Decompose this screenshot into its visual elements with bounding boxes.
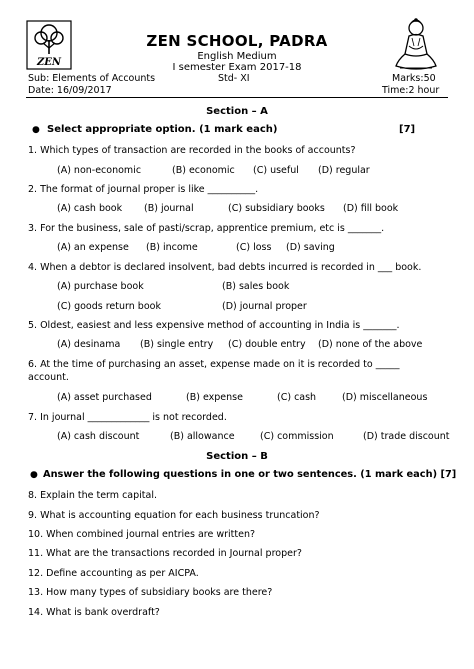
q1-option-c: (C) useful bbox=[253, 165, 299, 176]
q1-option-b: (B) economic bbox=[172, 165, 235, 176]
section-a-marks: [7] bbox=[399, 124, 416, 135]
q4-option-a: (A) purchase book bbox=[57, 281, 144, 292]
question-1: 1. Which types of transaction are recorded in the books of accounts? bbox=[28, 145, 356, 156]
question-6: 6. At the time of purchasing an asset, expense made on it is recorded to _____ bbox=[28, 359, 400, 370]
q5-option-c: (C) double entry bbox=[228, 339, 306, 350]
q2-option-c: (C) subsidiary books bbox=[228, 203, 325, 214]
bullet-icon: ● bbox=[32, 125, 40, 135]
question-11: 11. What are the transactions recorded in Journal proper? bbox=[28, 548, 302, 559]
header-divider bbox=[26, 97, 448, 98]
question-12: 12. Define accounting as per AICPA. bbox=[28, 568, 199, 579]
q4-option-b: (B) sales book bbox=[222, 281, 290, 292]
q6-option-b: (B) expense bbox=[186, 392, 243, 403]
question-8: 8. Explain the term capital. bbox=[28, 490, 157, 501]
q5-option-b: (B) single entry bbox=[140, 339, 214, 350]
q6-option-c: (C) cash bbox=[277, 392, 317, 403]
q6-option-d: (D) miscellaneous bbox=[342, 392, 428, 403]
q1-option-a: (A) non-economic bbox=[57, 165, 142, 176]
q4-option-d: (D) journal proper bbox=[222, 301, 307, 312]
section-b-title: Section – B bbox=[206, 451, 268, 462]
question-4: 4. When a debtor is declared insolvent, bad debts incurred is recorded in ___ book. bbox=[28, 262, 422, 273]
q2-option-a: (A) cash book bbox=[57, 203, 123, 214]
q3-option-a: (A) an expense bbox=[57, 242, 129, 253]
question-7: 7. In journal _____________ is not recorded. bbox=[28, 412, 227, 423]
exam-label: I semester Exam 2017-18 bbox=[172, 62, 302, 73]
q5-option-d: (D) none of the above bbox=[318, 339, 423, 350]
q7-option-b: (B) allowance bbox=[170, 431, 235, 442]
logo-text: ZEN bbox=[36, 57, 62, 68]
question-9: 9. What is accounting equation for each business truncation? bbox=[28, 510, 320, 521]
q6-option-a: (A) asset purchased bbox=[57, 392, 152, 403]
q3-option-c: (C) loss bbox=[236, 242, 272, 253]
medium-label: English Medium bbox=[197, 51, 277, 62]
date-label: Date: 16/09/2017 bbox=[28, 85, 112, 96]
question-13: 13. How many types of subsidiary books are there? bbox=[28, 587, 273, 598]
school-name: ZEN SCHOOL, PADRA bbox=[146, 32, 328, 50]
q3-option-b: (B) income bbox=[146, 242, 198, 253]
q7-option-a: (A) cash discount bbox=[57, 431, 140, 442]
section-a-title: Section – A bbox=[206, 106, 268, 117]
q7-option-d: (D) trade discount bbox=[363, 431, 450, 442]
time-label: Time:2 hour bbox=[382, 85, 440, 96]
std-label: Std- XI bbox=[218, 73, 250, 84]
subject-label: Sub: Elements of Accounts bbox=[28, 73, 156, 84]
section-a-instruction: Select appropriate option. (1 mark each) bbox=[47, 124, 278, 135]
bullet-icon: ● bbox=[30, 470, 38, 480]
question-14: 14. What is bank overdraft? bbox=[28, 607, 160, 618]
question-2: 2. The format of journal proper is like __________. bbox=[28, 184, 259, 195]
q4-option-c: (C) goods return book bbox=[57, 301, 161, 312]
q7-option-c: (C) commission bbox=[260, 431, 334, 442]
question-5: 5. Oldest, easiest and less expensive method of accounting in India is _______. bbox=[28, 320, 400, 331]
question-3: 3. For the business, sale of pasti/scrap, apprentice premium, etc is _______. bbox=[28, 223, 385, 234]
q5-option-a: (A) desinama bbox=[57, 339, 121, 350]
section-b-instruction: Answer the following questions in one or two sentences. (1 mark each) [7] bbox=[43, 469, 457, 480]
q1-option-d: (D) regular bbox=[318, 165, 370, 176]
q2-option-b: (B) journal bbox=[144, 203, 194, 214]
question-10: 10. When combined journal entries are written? bbox=[28, 529, 256, 540]
q3-option-d: (D) saving bbox=[286, 242, 335, 253]
marks-label: Marks:50 bbox=[392, 73, 436, 84]
q2-option-d: (D) fill book bbox=[343, 203, 399, 214]
question-6-continued: account. bbox=[28, 372, 69, 383]
